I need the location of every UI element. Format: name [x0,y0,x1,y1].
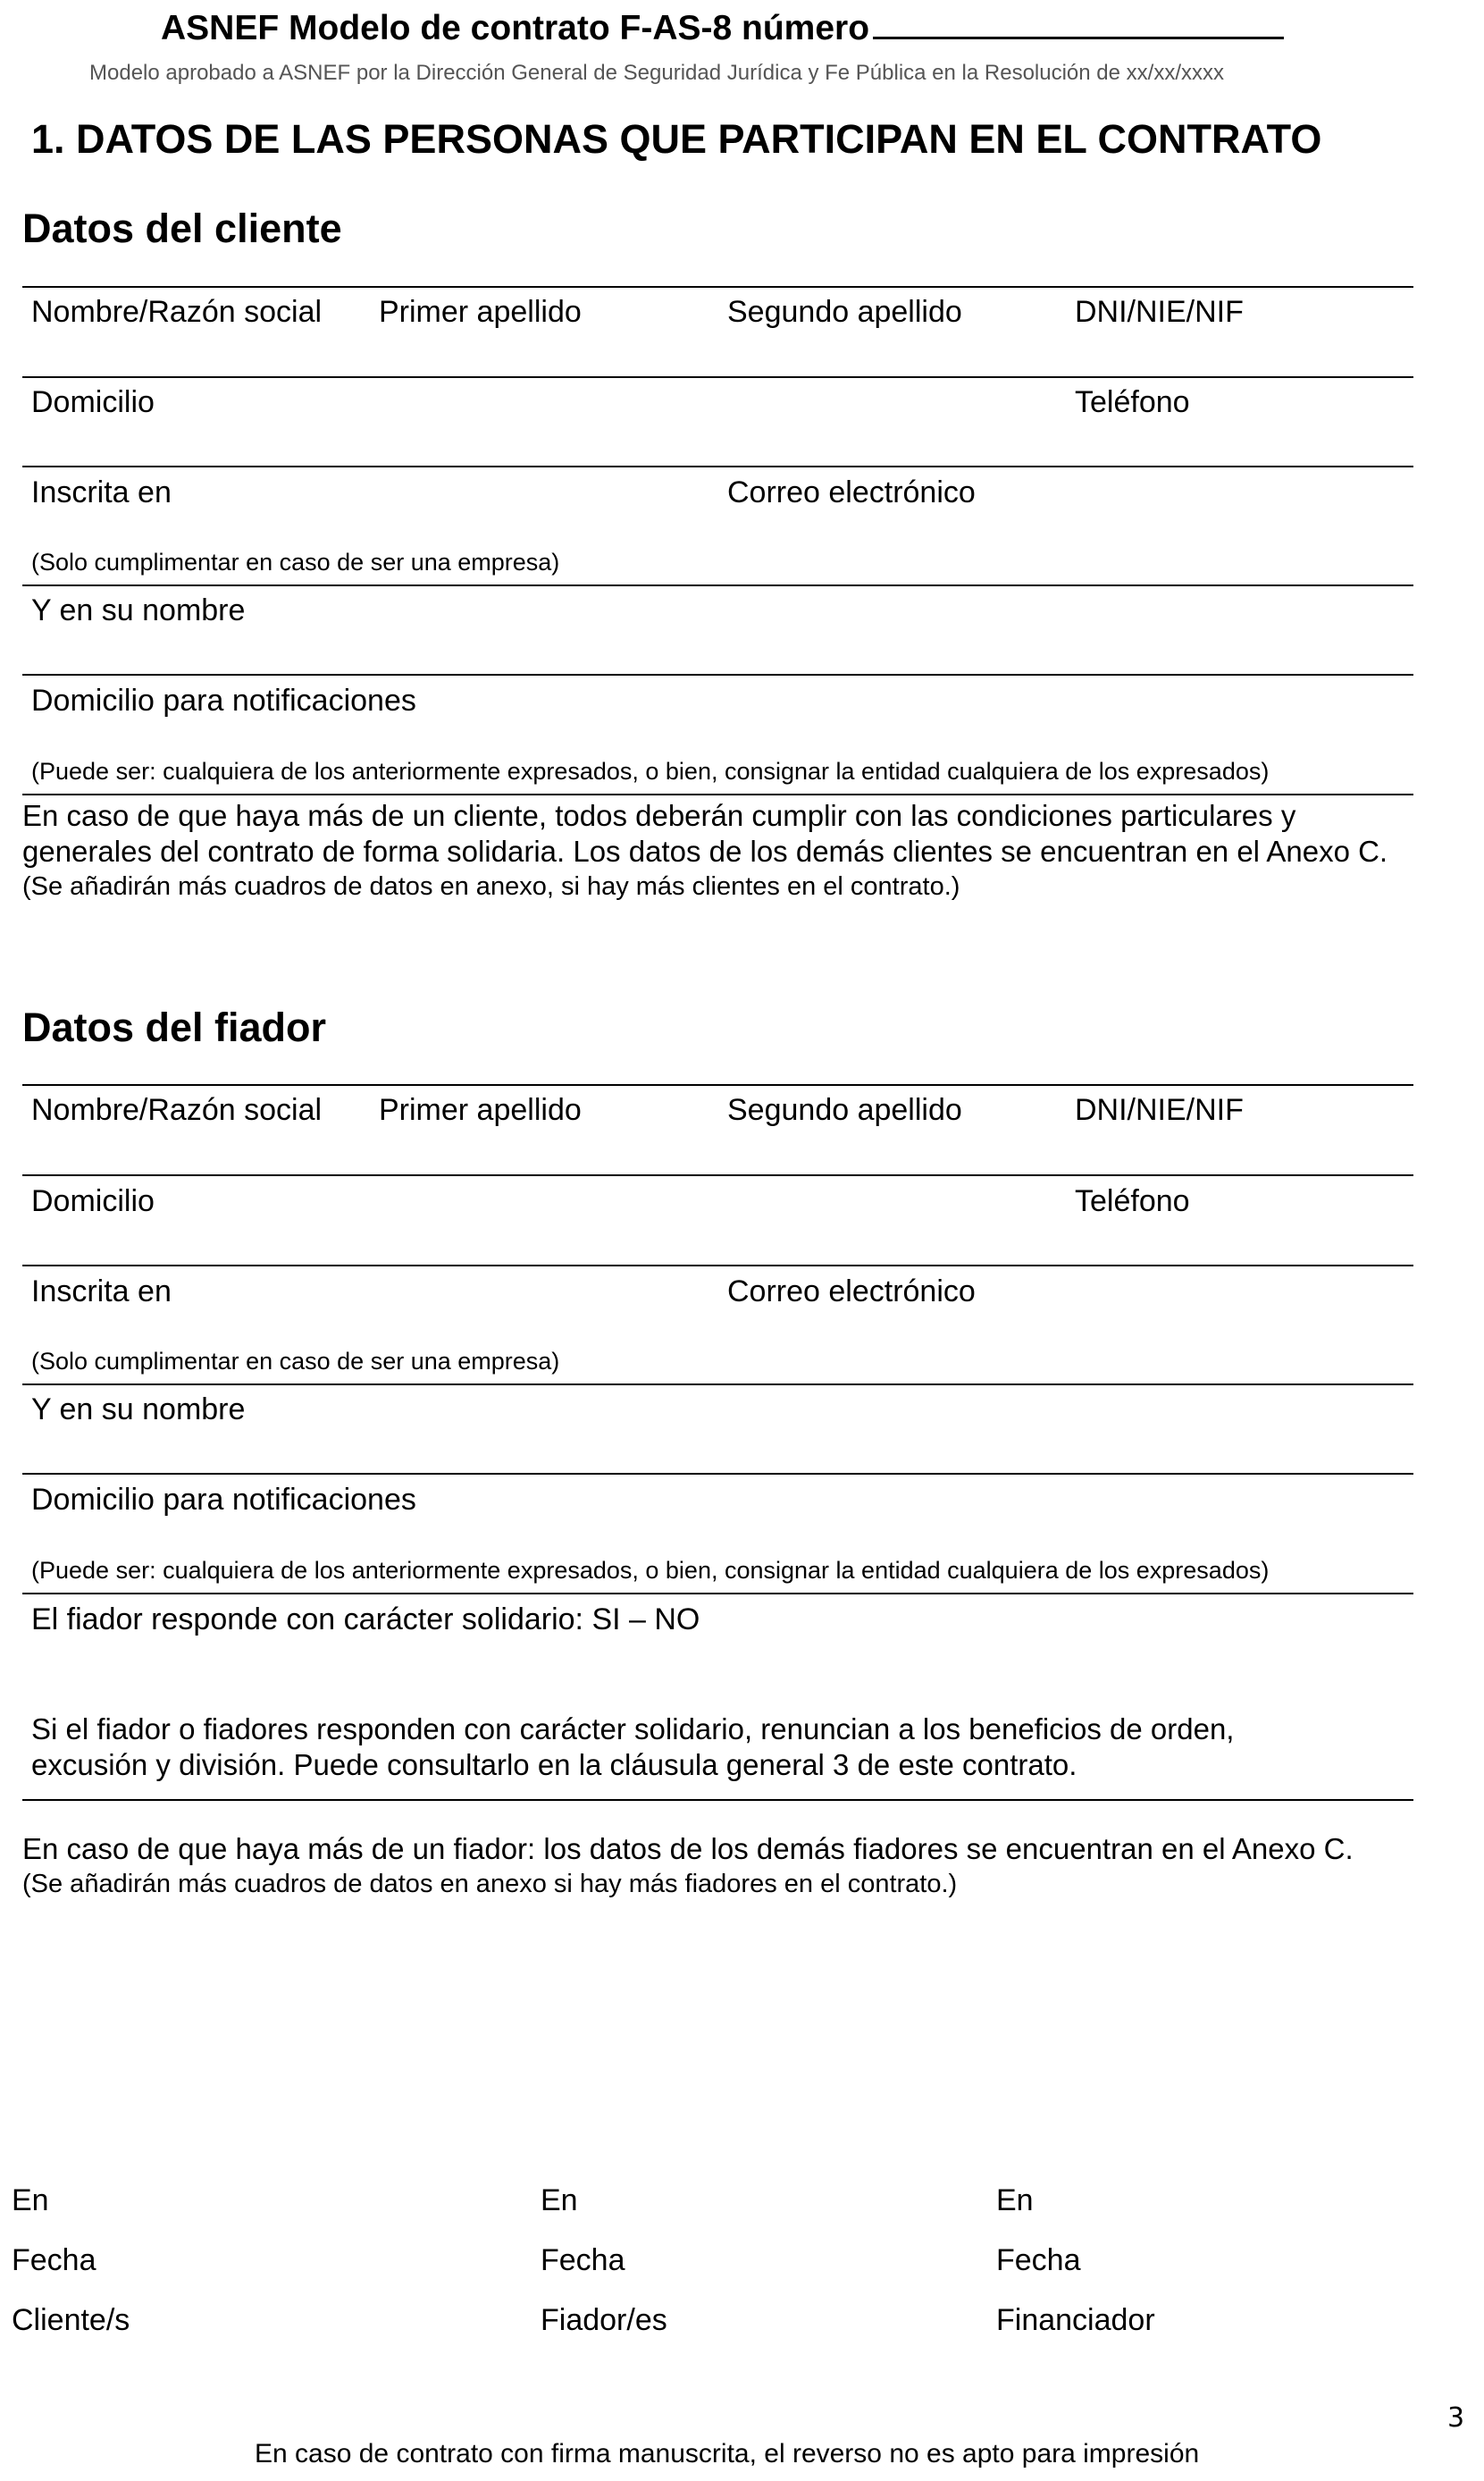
cliente-telefono-label: Teléfono [1075,385,1190,419]
fiador-rule-2 [22,1174,1413,1176]
fiador-domicilio-label: Domicilio [31,1184,155,1218]
sig-financiador-fecha: Fecha [996,2243,1081,2277]
page-number: 3 [1447,2402,1465,2434]
cliente-dni-label: DNI/NIE/NIF [1075,295,1244,329]
cliente-domicilio-notif-label: Domicilio para notificaciones [31,684,416,718]
fiador-rule-7 [22,1799,1413,1801]
section-number: 1. [31,116,65,162]
cliente-rule-2 [22,376,1413,378]
fiador-rule-5 [22,1473,1413,1475]
fiador-rule-1 [22,1084,1413,1086]
cliente-paragraph-line-1: En caso de que haya más de un cliente, todos deberán cumplir con las condiciones particulares y [22,799,1296,832]
sig-fiador-fecha: Fecha [541,2243,625,2277]
sig-financiador-en: En [996,2183,1034,2217]
sig-financiador-label: Financiador [996,2303,1155,2337]
cliente-en-su-nombre-label: Y en su nombre [31,593,246,627]
cliente-rule-1 [22,286,1413,288]
fiador-nombre-label: Nombre/Razón social [31,1093,323,1127]
fiador-paragraph-line-1: Si el fiador o fiadores responden con carácter solidario, renuncian a los beneficios de orden, [31,1712,1235,1745]
fiador-annex-note: (Se añadirán más cuadros de datos en anexo si hay más fiadores en el contrato.) [22,1870,958,1898]
cliente-inscrita-label: Inscrita en [31,475,172,509]
fiador-telefono-label: Teléfono [1075,1184,1190,1218]
fiador-domicilio-notif-label: Domicilio para notificaciones [31,1483,416,1517]
fiador-segundo-apellido-label: Segundo apellido [727,1093,962,1127]
cliente-segundo-apellido-label: Segundo apellido [727,295,962,329]
document-title [161,4,1284,48]
fiador-dni-label: DNI/NIE/NIF [1075,1093,1244,1127]
cliente-puede-ser-note: (Puede ser: cualquiera de los anteriormente expresados, o bien, consignar la entidad cualquiera de los expresados) [31,758,1270,785]
cliente-rule-4 [22,585,1413,586]
cliente-rule-5 [22,674,1413,676]
cliente-paragraph-line-2: generales del contrato de forma solidaria. Los datos de los demás clientes se encuentran en el Anexo C. [22,835,1388,868]
cliente-heading: Datos del cliente [22,206,342,251]
fiador-solidario-field[interactable]: El fiador responde con carácter solidario: SI – NO [31,1602,700,1636]
fiador-rule-3 [22,1265,1413,1266]
section-title: DATOS DE LAS PERSONAS QUE PARTICIPAN EN EL CONTRATO [76,116,1322,162]
sig-cliente-fecha: Fecha [12,2243,96,2277]
cliente-solo-empresa-note: (Solo cumplimentar en caso de ser una empresa) [31,549,560,576]
fiador-rule-6 [22,1593,1413,1594]
fiador-more-paragraph: En caso de que haya más de un fiador: los datos de los demás fiadores se encuentran en el Anexo C. [22,1832,1354,1865]
fiador-puede-ser-note: (Puede ser: cualquiera de los anteriormente expresados, o bien, consignar la entidad cualquiera de los expresados) [31,1557,1270,1584]
sig-fiador-en: En [541,2183,578,2217]
cliente-correo-label: Correo electrónico [727,475,976,509]
document-subtitle: Modelo aprobado a ASNEF por la Dirección General de Seguridad Jurídica y Fe Pública en la Resolución de xx/xx/xxxx [89,61,1224,85]
cliente-domicilio-label: Domicilio [31,385,155,419]
cliente-nombre-label: Nombre/Razón social [31,295,323,329]
fiador-paragraph-line-2: excusión y división. Puede consultarlo en la cláusula general 3 de este contrato. [31,1748,1077,1781]
fiador-solo-empresa-note: (Solo cumplimentar en caso de ser una empresa) [31,1348,560,1375]
sig-cliente-en: En [12,2183,49,2217]
cliente-rule-3 [22,466,1413,467]
fiador-en-su-nombre-label: Y en su nombre [31,1392,246,1426]
cliente-rule-6 [22,794,1413,795]
fiador-heading: Datos del fiador [22,1005,327,1050]
contract-number-field[interactable] [873,4,1284,39]
cliente-primer-apellido-label: Primer apellido [379,295,582,329]
footer-note: En caso de contrato con firma manuscrita, el reverso no es apto para impresión [255,2439,1200,2468]
document-title-text: ASNEF Modelo de contrato F-AS-8 número [161,9,870,47]
fiador-correo-label: Correo electrónico [727,1274,976,1308]
fiador-primer-apellido-label: Primer apellido [379,1093,582,1127]
fiador-rule-4 [22,1383,1413,1385]
sig-cliente-label: Cliente/s [12,2303,130,2337]
section-heading [31,116,1321,163]
sig-fiador-label: Fiador/es [541,2303,667,2337]
fiador-inscrita-label: Inscrita en [31,1274,172,1308]
cliente-annex-note: (Se añadirán más cuadros de datos en anexo, si hay más clientes en el contrato.) [22,872,960,901]
